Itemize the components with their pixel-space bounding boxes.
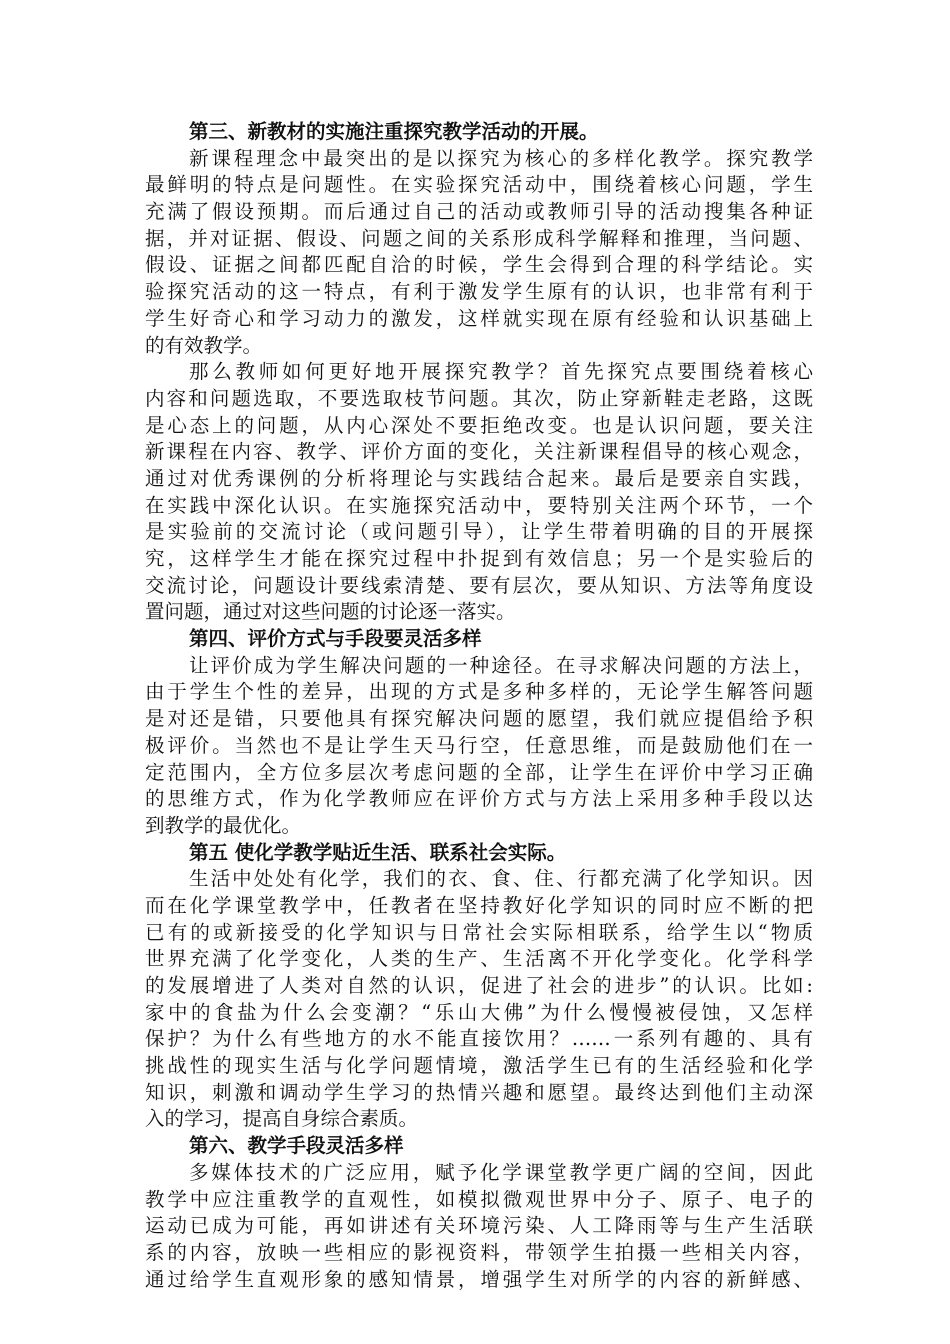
paragraph-line: 世界充满了化学变化，人类的生产、生活离不开化学变化。化学科学	[145, 947, 813, 971]
paragraph-line: 系的内容，放映一些相应的影视资料，带领学生拍摄一些相关内容，	[145, 1240, 813, 1264]
paragraph	[145, 866, 813, 1133]
paragraph-line: 生活中处处有化学，我们的衣、食、住、行都充满了化学知识。因	[189, 867, 813, 891]
paragraph-line: 挑战性的现实生活与化学问题情境，激活学生已有的生活经验和化学	[145, 1054, 813, 1078]
paragraph-line: 新课程在内容、教学、评价方面的变化，关注新课程倡导的核心观念，	[145, 440, 813, 464]
heading-text: 第五 使化学教学贴近生活、联系社会实际。	[189, 840, 567, 864]
paragraph-line: 置问题，通过对这些问题的讨论逐一落实。	[145, 600, 516, 624]
paragraph-line: 充满了假设预期。而后通过自己的活动或教师引导的活动搜集各种证	[145, 200, 813, 224]
paragraph-line: 知识，刺激和调动学生学习的热情兴趣和愿望。最终达到他们主动深	[145, 1080, 813, 1104]
paragraph-line: 是心态上的问题，从内心深处不要拒绝改变。也是认识问题，要关注	[145, 413, 813, 437]
paragraph-line: 到教学的最优化。	[145, 813, 302, 837]
paragraph	[145, 1160, 813, 1293]
paragraph	[145, 146, 813, 360]
paragraph-line: 家中的食盐为什么会变潮？“乐山大佛”为什么慢慢被侵蚀，又怎样	[145, 1000, 813, 1024]
section-heading	[145, 1133, 813, 1160]
section-heading	[145, 840, 813, 867]
paragraph-line: 学生好奇心和学习动力的激发，这样就实现在原有经验和认识基础上	[145, 306, 813, 330]
paragraph-line: 究，这样学生才能在探究过程中扑捉到有效信息；另一个是实验后的	[145, 547, 813, 570]
paragraph-line: 通过给学生直观形象的感知情景，增强学生对所学的内容的新鲜感、	[145, 1267, 813, 1291]
paragraph-line: 运动已成为可能，再如讲述有关环境污染、人工降雨等与生产生活联	[145, 1214, 813, 1238]
paragraph-line: 新课程理念中最突出的是以探究为核心的多样化教学。探究教学	[189, 146, 813, 170]
paragraph-line: 教学中应注重教学的直观性，如模拟微观世界中分子、原子、电子的	[145, 1187, 813, 1211]
heading-text: 第四、评价方式与手段要灵活多样	[189, 627, 482, 651]
paragraph-line: 验探究活动的这一特点，有利于激发学生原有的认识，也非常有利于	[145, 280, 813, 304]
paragraph-line: 假设、证据之间都匹配自洽的时候，学生会得到合理的科学结论。实	[145, 253, 813, 277]
paragraph-line: 据，并对证据、假设、问题之间的关系形成科学解释和推理，当问题、	[145, 226, 813, 250]
paragraph-line: 保护？为什么有些地方的水不能直接饮用？……一系列有趣的、具有	[145, 1027, 813, 1051]
paragraph-line: 交流讨论，问题设计要线索清楚、要有层次，要从知识、方法等角度设	[145, 573, 813, 597]
heading-text: 第三、新教材的实施注重探究教学活动的开展。	[189, 120, 599, 143]
paragraph	[145, 653, 813, 840]
paragraph-line: 最鲜明的特点是问题性。在实验探究活动中，围绕着核心问题，学生	[145, 173, 813, 197]
paragraph-line: 的有效教学。	[145, 333, 263, 357]
paragraph-line: 极评价。当然也不是让学生天马行空，任意思维，而是鼓励他们在一	[145, 733, 813, 757]
paragraph-line: 已有的或新接受的化学知识与日常社会实际相联系，给学生以“物质	[145, 920, 813, 944]
paragraph-line: 定范围内，全方位多层次考虑问题的全部，让学生在评价中学习正确	[145, 760, 813, 784]
paragraph-line: 的思维方式，作为化学教师应在评价方式与方法上采用多种手段以达	[145, 787, 813, 811]
paragraph-line: 在实践中深化认识。在实施探究活动中，要特别关注两个环节，一个	[145, 493, 813, 517]
paragraph-line: 通过对优秀课例的分析将理论与实践结合起来。最后是要亲自实践，	[145, 466, 813, 490]
paragraph-line: 是对还是错，只要他具有探究解决问题的愿望，我们就应提倡给予积	[145, 707, 813, 731]
heading-text: 第六、教学手段灵活多样	[189, 1134, 404, 1158]
section-heading	[145, 119, 813, 146]
document-body	[145, 119, 813, 1293]
paragraph-line: 那么教师如何更好地开展探究教学？首先探究点要围绕着核心	[189, 360, 813, 384]
paragraph-line: 而在化学课堂教学中，任教者在坚持教好化学知识的同时应不断的把	[145, 893, 813, 917]
paragraph-line: 内容和问题选取，不要选取枝节问题。其次，防止穿新鞋走老路，这既	[145, 386, 813, 410]
paragraph-line: 入的学习，提高自身综合素质。	[145, 1107, 419, 1131]
paragraph	[145, 359, 813, 626]
paragraph-line: 是实验前的交流讨论（或问题引导），让学生带着明确的目的开展探	[145, 520, 813, 544]
paragraph-line: 由于学生个性的差异，出现的方式是多种多样的，无论学生解答问题	[145, 680, 813, 704]
section-heading	[145, 626, 813, 653]
paragraph-line: 让评价成为学生解决问题的一种途径。在寻求解决问题的方法上，	[189, 653, 813, 677]
paragraph-line: 的发展增进了人类对自然的认识，促进了社会的进步”的认识。比如:	[145, 974, 813, 997]
paragraph-line: 多媒体技术的广泛应用，赋予化学课堂教学更广阔的空间，因此	[189, 1160, 813, 1184]
